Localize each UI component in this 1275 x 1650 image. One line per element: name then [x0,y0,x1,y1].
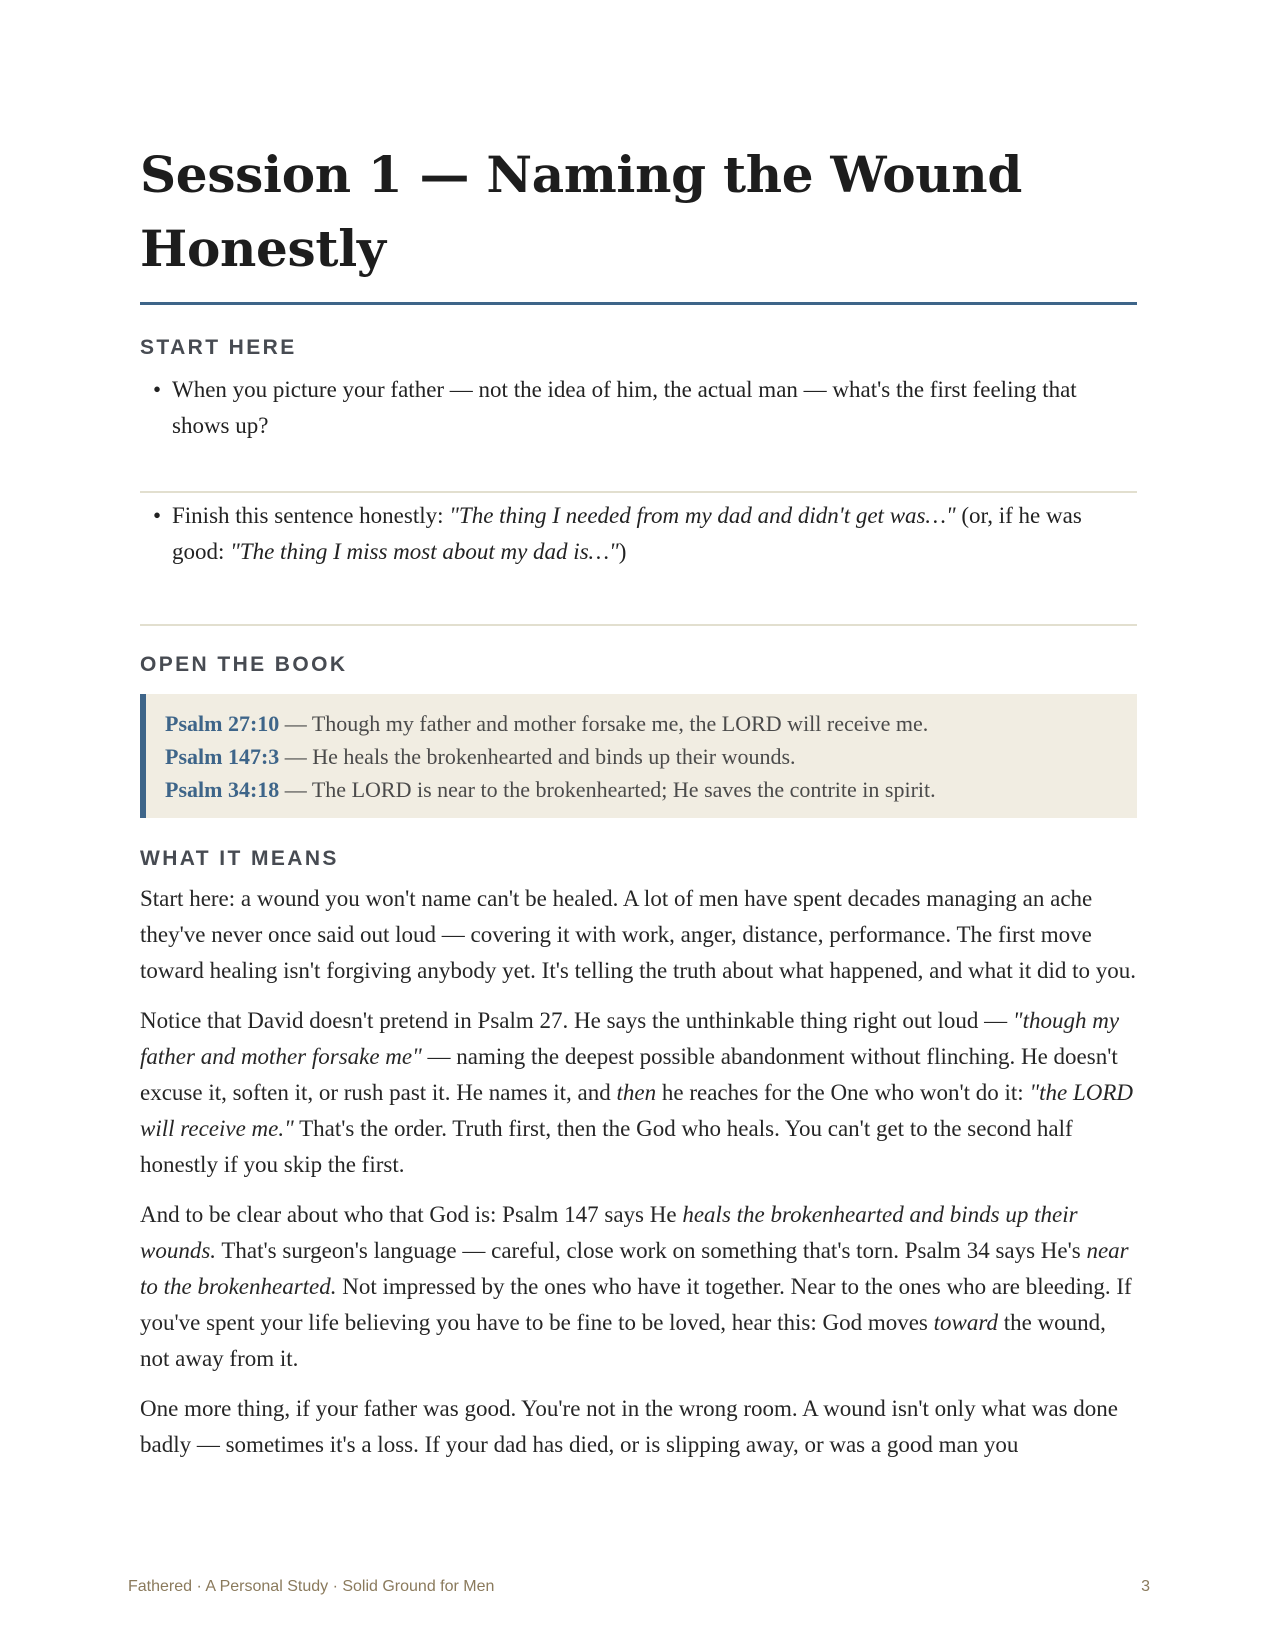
italic-run: toward [933,1310,998,1335]
verse-reference: Psalm 147:3 [165,744,280,769]
prompt-middle: (or, if he was good: [172,503,1082,564]
text-run: That's surgeon's language — careful, close work on something that's torn. Psalm 34 says He's [216,1238,1087,1263]
text-run: the wound, not away from it. [140,1310,1106,1371]
page-title: Session 1 — Naming the Wound Honestly [140,138,1137,305]
bullet-icon: • [153,503,162,528]
verse-reference: Psalm 34:18 [165,777,280,802]
prompt-text: When you picture your father — not the idea of him, the actual man — what's the first feeling that shows up? [172,377,1077,438]
page-content [140,132,1137,1477]
open-the-book-heading: OPEN THE BOOK [140,653,348,676]
list-item [140,372,1137,493]
italic-run: "the LORD will receive me." [140,1080,1134,1141]
text-run: he reaches for the One who won't do it: [656,1080,1030,1105]
text-run: That's the order. Truth first, then the God who heals. You can't get to the second half honestly if you skip the first. [140,1116,1073,1177]
start-here-list [140,372,1137,624]
prompt-quote: "The thing I miss most about my dad is…" [230,539,619,564]
italic-run: then [616,1080,657,1105]
prompt-lead: Finish this sentence honestly: [172,503,450,528]
paragraph [140,1197,1137,1377]
verse-line [165,740,1119,773]
verse-text: — He heals the brokenhearted and binds up their wounds. [279,744,796,769]
page-footer [128,1578,1150,1596]
prompt-quote: "The thing I needed from my dad and didn't get was…" [449,503,956,528]
verse-line [165,773,1119,806]
paragraph: Start here: a wound you won't name can't be healed. A lot of men have spent decades managing an ache they've never once said out loud — covering it with work, anger, distance, performance. The first move toward healing isn't forgiving anybody yet. It's telling the truth about what happened, and what it did to you. [140,886,1137,983]
list-item [140,498,1137,624]
text-run: Not impressed by the ones who have it together. Near to the ones who are bleeding. If you've spent your life believing you have to be fine to be loved, hear this: God moves [140,1274,1132,1335]
verse-reference: Psalm 27:10 [165,711,280,736]
italic-run: "though my father and mother forsake me" [140,1008,1120,1069]
paragraph: One more thing, if your father was good. You're not in the wrong room. A wound isn't only what was done badly — sometimes it's a loss. If your dad has died, or is slipping away, or was a good man you [140,1396,1119,1457]
verse-text: — Though my father and mother forsake me, the LORD will receive me. [279,711,929,736]
italic-run: heals the brokenhearted and binds up their wounds. [140,1202,1078,1263]
italic-run: near to the brokenhearted. [140,1238,1129,1299]
page-number: 3 [1141,1578,1150,1595]
body-text [140,881,1137,1463]
text-run: And to be clear about who that God is: Psalm 147 says He [140,1202,683,1227]
text-run: — naming the deepest possible abandonment without flinching. He doesn't excuse it, soften it, or rush past it. He names it, and [140,1044,1118,1105]
verse-line [165,707,1119,740]
paragraph [140,1003,1137,1183]
start-here-heading: START HERE [140,336,297,359]
scripture-box [140,694,1137,818]
prompt-end: ) [618,539,627,564]
bullet-icon: • [153,377,162,402]
what-it-means-heading: WHAT IT MEANS [140,847,339,870]
verse-text: — The LORD is near to the brokenhearted; He saves the contrite in spirit. [279,777,936,802]
text-run: Notice that David doesn't pretend in Psalm 27. He says the unthinkable thing right out loud — [140,1008,1013,1033]
footer-title: Fathered · A Personal Study · Solid Ground for Men [128,1578,495,1595]
section-divider [140,624,1137,626]
